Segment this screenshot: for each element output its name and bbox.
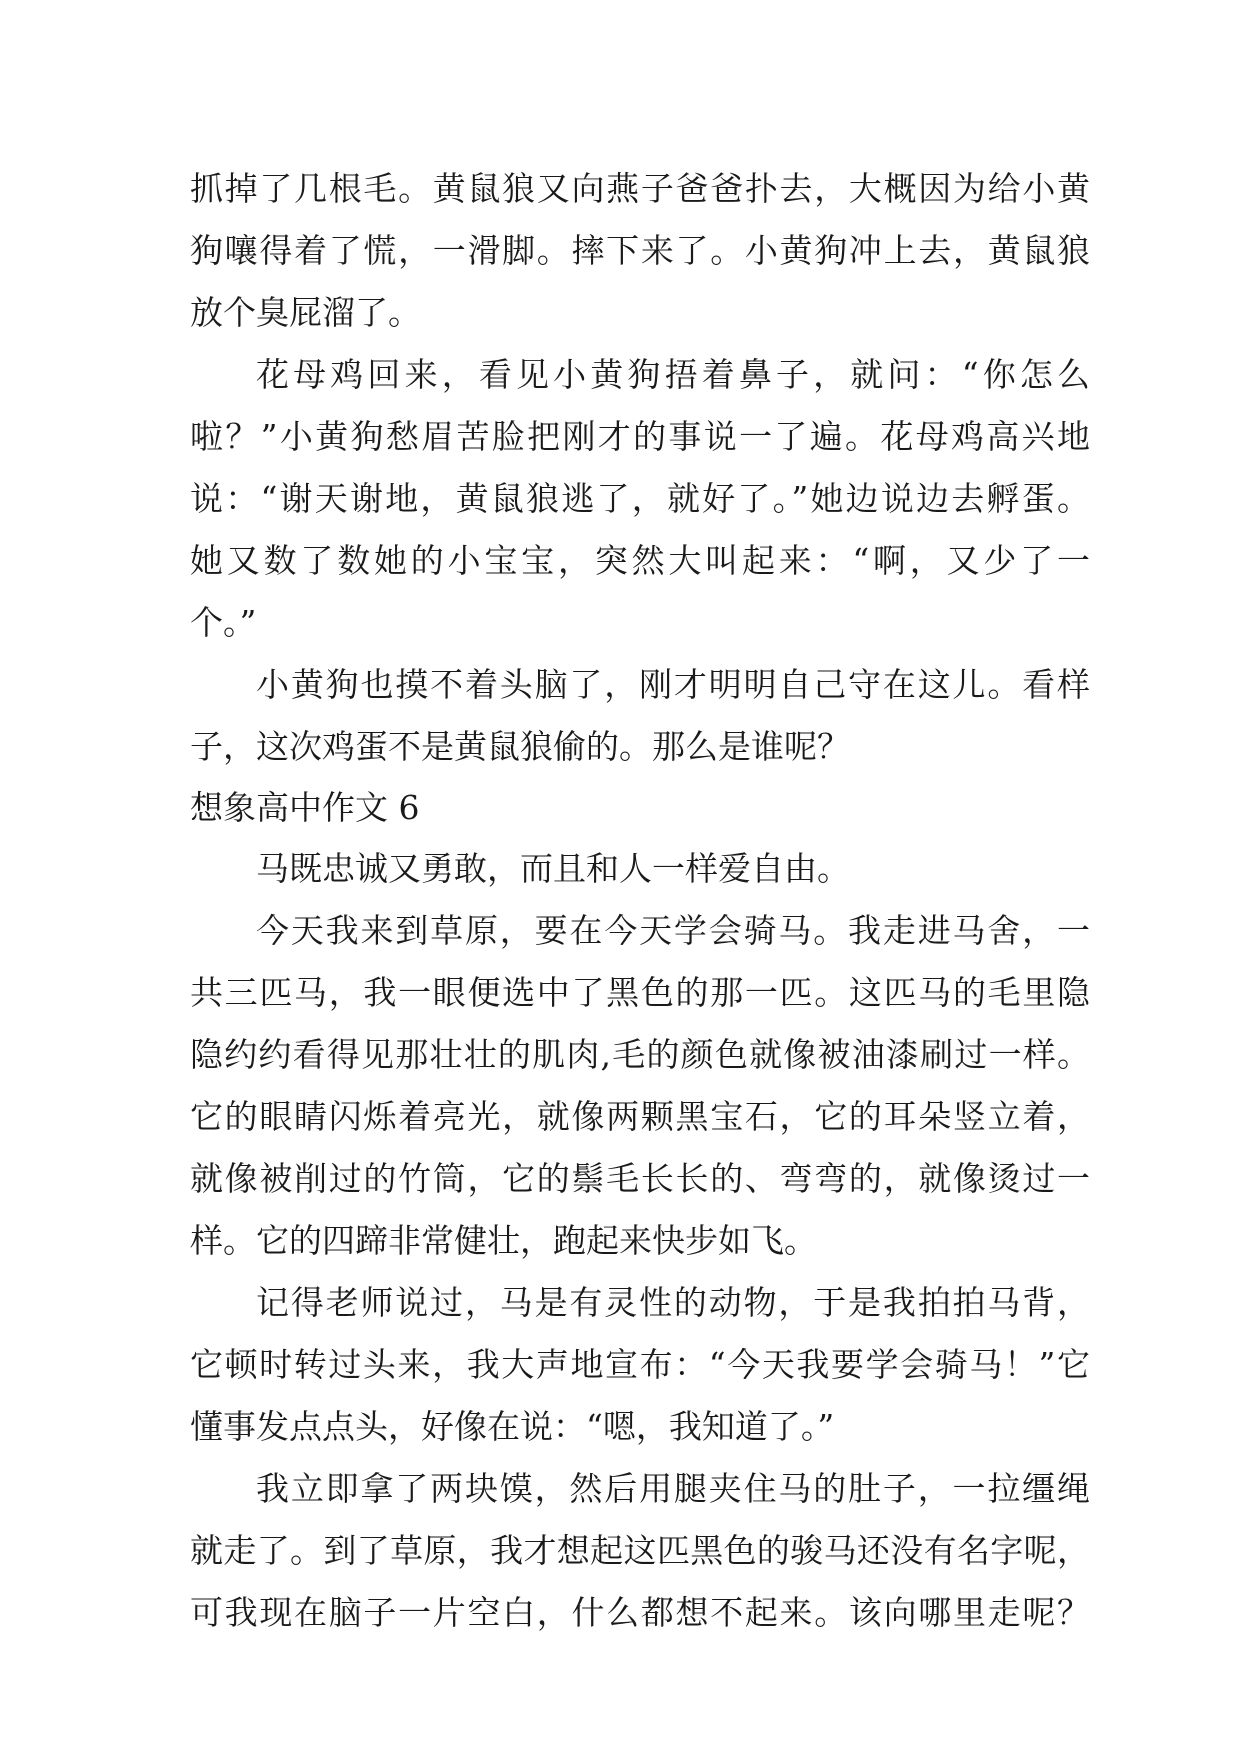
paragraph-start: 记得老师说过，马是有灵性的动物，于是我拍拍马背，: [256, 1283, 1090, 1322]
text-line: 隐约约看得见那壮壮的肌肉,毛的颜色就像被油漆刷过一样。: [190, 1035, 1090, 1074]
text-line: 可我现在脑子一片空白，什么都想不起来。该向哪里走呢？: [190, 1593, 1090, 1632]
text-line: 说：“谢天谢地，黄鼠狼逃了，就好了。”她边说边去孵蛋。: [190, 479, 1090, 518]
text-line: 个。”: [190, 603, 257, 642]
text-line: 就像被削过的竹筒，它的鬃毛长长的、弯弯的，就像烫过一: [190, 1159, 1090, 1198]
paragraph-start: 花母鸡回来，看见小黄狗捂着鼻子，就问：“你怎么: [256, 355, 1090, 394]
text-line: 就走了。到了草原，我才想起这匹黑色的骏马还没有名字呢，: [190, 1531, 1090, 1570]
text-line: 狗嚷得着了慌，一滑脚。摔下来了。小黄狗冲上去，黄鼠狼: [190, 231, 1090, 270]
essay-text: [190, 158, 1090, 1644]
text-line: 共三匹马，我一眼便选中了黑色的那一匹。这匹马的毛里隐: [190, 973, 1090, 1012]
text-line: 懂事发点点头，好像在说：“嗯，我知道了。”: [190, 1407, 835, 1446]
paragraph-start: 我立即拿了两块馍，然后用腿夹住马的肚子，一拉缰绳: [256, 1469, 1090, 1508]
text-line: 它顿时转过头来，我大声地宣布：“今天我要学会骑马！”它: [190, 1345, 1090, 1384]
text-line: 子，这次鸡蛋不是黄鼠狼偷的。那么是谁呢？: [190, 727, 850, 766]
paragraph-start: 小黄狗也摸不着头脑了，刚才明明自己守在这儿。看样: [256, 665, 1090, 704]
text-line: 放个臭屁溜了。: [190, 293, 421, 332]
text-line: 她又数了数她的小宝宝，突然大叫起来：“啊，又少了一: [190, 541, 1090, 580]
section-heading: 想象高中作文 6: [190, 788, 420, 827]
paragraph-start: 马既忠诚又勇敢，而且和人一样爱自由。: [256, 849, 850, 888]
paragraph-start: 今天我来到草原，要在今天学会骑马。我走进马舍，一: [256, 911, 1090, 950]
text-line: 样。它的四蹄非常健壮，跑起来快步如飞。: [190, 1221, 817, 1260]
text-line: 啦？”小黄狗愁眉苦脸把刚才的事说一了遍。花母鸡高兴地: [190, 417, 1090, 456]
text-line: 它的眼睛闪烁着亮光，就像两颗黑宝石，它的耳朵竖立着，: [190, 1097, 1090, 1136]
text-line: 抓掉了几根毛。黄鼠狼又向燕子爸爸扑去，大概因为给小黄: [190, 169, 1090, 208]
